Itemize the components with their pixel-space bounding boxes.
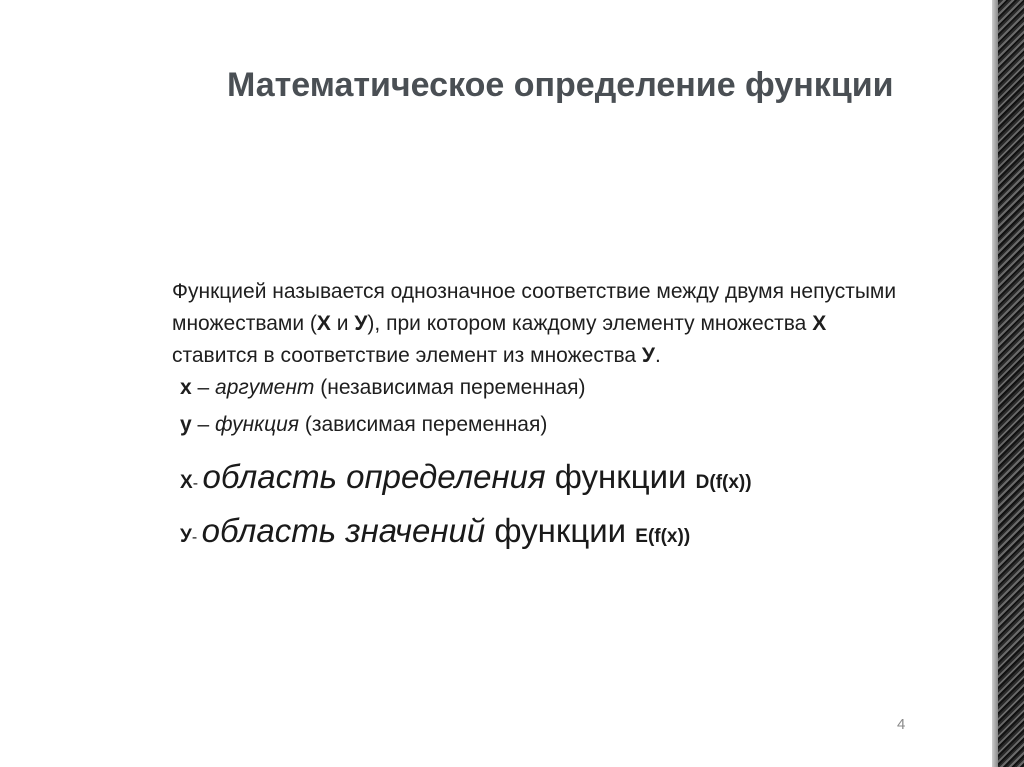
definition-text <box>172 276 992 372</box>
definition-text-segment: ставится в соответствие элемент из множества <box>172 344 642 367</box>
range-term: область значений <box>201 512 486 549</box>
definition-text-segment: и <box>330 312 355 335</box>
range-dash: - <box>191 529 202 546</box>
argument-symbol: х <box>180 376 192 399</box>
set-y-label: У <box>641 344 655 367</box>
definition-line-3 <box>172 340 992 372</box>
range-line <box>180 512 690 550</box>
domain-word: функции <box>545 458 696 495</box>
set-x-label: Х <box>812 312 827 335</box>
argument-term: аргумент <box>215 376 315 399</box>
domain-dash: - <box>192 475 203 492</box>
range-notation: E(f(x)) <box>635 526 691 547</box>
definition-text-segment: множествами ( <box>172 312 317 335</box>
slide-title: Математическое определение функции <box>227 66 894 104</box>
function-line <box>180 413 547 437</box>
function-dash: – <box>191 413 216 436</box>
range-word: функции <box>485 512 636 549</box>
domain-notation: D(f(x)) <box>695 472 752 493</box>
function-symbol: у <box>180 413 192 436</box>
set-x-label: Х <box>316 312 331 335</box>
definition-text-segment: ), при котором каждому элементу множества <box>367 312 813 335</box>
argument-dash: – <box>191 376 216 399</box>
domain-line <box>180 458 752 496</box>
argument-line <box>180 376 586 400</box>
set-y-label: У <box>354 312 368 335</box>
function-term: функция <box>215 413 300 436</box>
definition-line-1: Функцией называется однозначное соответствие между двумя непустыми <box>172 280 897 303</box>
function-description: (зависимая переменная) <box>299 413 548 436</box>
page-number: 4 <box>897 716 906 733</box>
definition-text-segment: . <box>654 344 661 367</box>
argument-description: (независимая переменная) <box>314 376 586 399</box>
domain-term: область определения <box>202 458 546 495</box>
decorative-border <box>992 0 1024 767</box>
range-symbol: У <box>180 526 192 547</box>
definition-line-2 <box>172 308 992 340</box>
domain-symbol: Х <box>180 472 193 493</box>
